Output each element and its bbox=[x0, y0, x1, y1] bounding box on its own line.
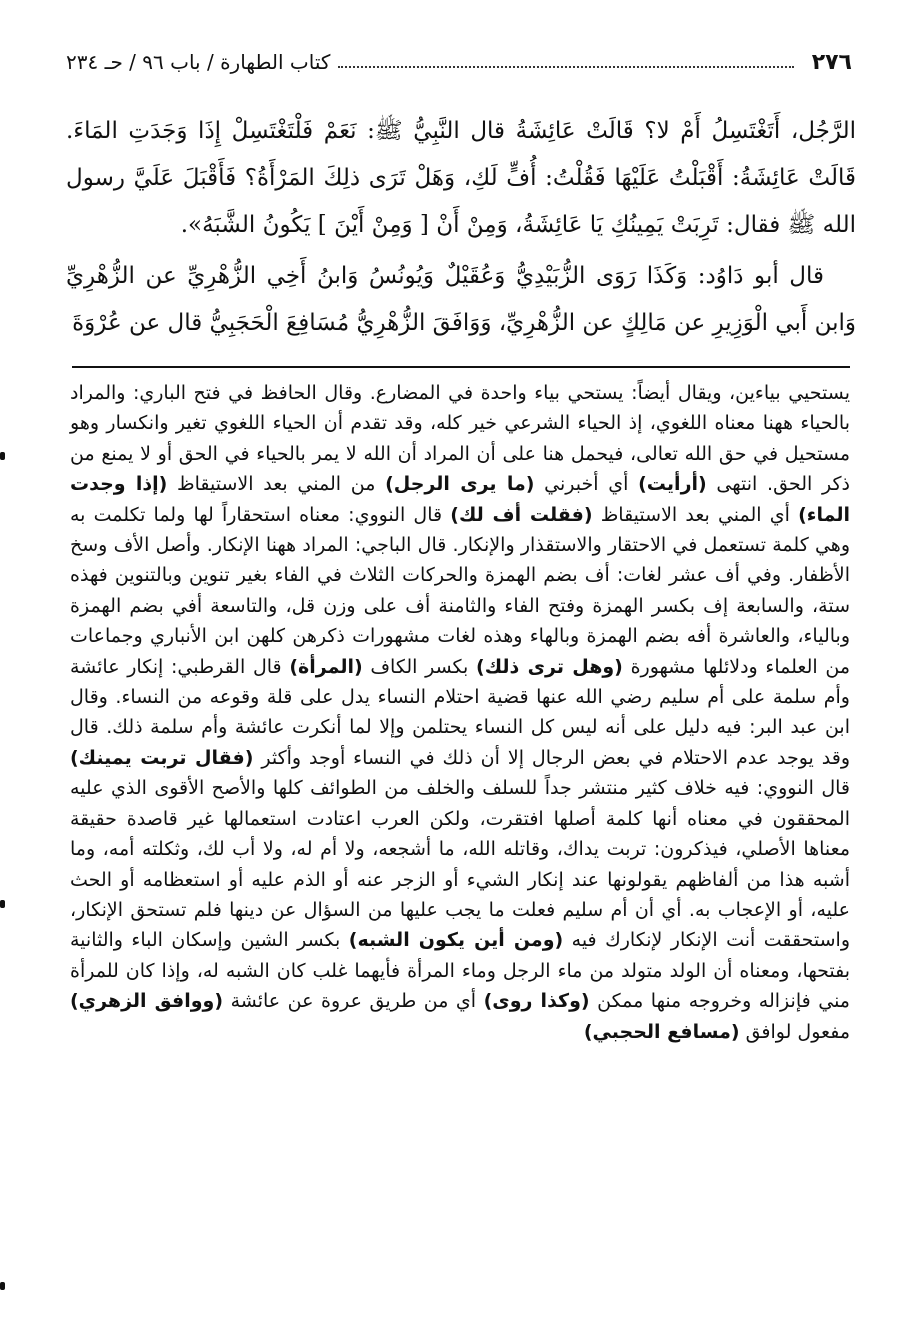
page-header bbox=[66, 44, 852, 80]
footnote-lemma: (ومن أين يكون الشبه) bbox=[348, 929, 564, 952]
footnote-lemma: (فقال تربت يمينك) bbox=[70, 746, 254, 769]
footnote-text: بكسر الشين وإسكان الباء والثانية بفتحها، ومعناه أن الولد متولد من ماء الرجل وماء المرأة فأيهما غلب كان الشبه له، وإذا كان للمرأة مني فإنزاله وخروجه منها ممكن bbox=[70, 929, 850, 1013]
footnote-lemma: (المرأة) bbox=[289, 655, 363, 678]
footnote-text: من المني بعد الاستيقاظ bbox=[167, 473, 386, 496]
page-edge-mark bbox=[0, 452, 5, 460]
footnote-text: قال النووي: فيه خلاف كثير منتشر جداً للسلف والخلف من الطوائف كلها والأصح الأقوى الذي عليه المحققون في معناه أنها كلمة أصلها افتقرت، ولكن العرب اعتادت استعمالها غير قاصدة حقيقة معناها الأصلي، فيذكرون: تربت يداك، وقاتله الله، ما أشجعه، ولا أم له، ولا أب لك، وثكلته أمه، وما أشبه هذا من ألفاظهم يقولونها عند إنكار الشيء أو الزجر عنه أو الذم عليه أو استعظامه أو الحث عليه، أو الإعجاب به. أي أن أم سليم فعلت ما يجب عليها من السؤال عن دينها فلم تستحق الإنكار، واستحققت أنت الإنكار لإنكارك فيه bbox=[70, 777, 850, 952]
page-edge-mark bbox=[0, 1282, 5, 1290]
footnote-text: أي المني بعد الاستيقاظ bbox=[592, 503, 799, 526]
page-edge-mark bbox=[0, 900, 5, 908]
footnote-lemma: (ووافق الزهري) bbox=[70, 990, 224, 1013]
commentary-paragraph bbox=[70, 378, 850, 1047]
hadith-paragraph: الرَّجُل، أَتَغْتَسِلُ أَمْ لا؟ قَالَتْ عَائِشَةُ قال النَّبِيُّ ﷺ: نَعَمْ فَلْتَغْتَسِلْ إِذَا وَجَدَتِ المَاءَ. قَالَتْ عَائِشَةُ: أَقْبَلْتُ عَلَيْهَا فَقُلْتُ: أُفٍّ لَكِ، وَهَلْ تَرَى ذلِكَ المَرْأَةُ؟ فَأَقْبَلَ عَلَيَّ رسول الله ﷺ فقال: تَرِبَتْ يَمِينُكِ يَا عَائِشَةُ، وَمِنْ أَنْ [ وَمِنْ أَيْنَ ] يَكُونُ الشَّبَهُ». bbox=[66, 118, 856, 238]
footnote-lemma: (مسافع الحجبي) bbox=[583, 1020, 740, 1043]
footnote-text: أي أخبرني bbox=[534, 473, 639, 496]
footnote-lemma: (أرأيت) bbox=[638, 473, 707, 496]
footnote-text: بكسر الكاف bbox=[362, 655, 477, 678]
running-title: كتاب الطهارة / باب ٩٦ / حـ ٢٣٤ bbox=[66, 50, 331, 74]
footnote-lemma: (وهل ترى ذلك) bbox=[476, 655, 623, 678]
footnote-divider bbox=[72, 366, 850, 368]
footnote-text: قال النووي: معناه استحقاراً لها ولما تكلمت به وهي كلمة تستعمل في الاحتقار والاستقذار والإنكار. قال الباجي: المراد ههنا الإنكار. وأصل الأف وسخ الأظفار. وفي أف عشر لغات: أف بضم الهمزة والحركات الثلاث في الفاء بغير تنوين وبالتنوين فهذه ستة، والسابعة إف بكسر الهمزة وفتح الفاء والثامنة أف على وزن قل، والتاسعة أفي بضم الهمزة وبالياء، والعاشرة أفه بضم الهمزة وبالهاء وهذه لغات مشهورات ذكرهن كلهن ابن الأنباري وجماعات من العلماء ودلائلها مشهورة bbox=[70, 503, 851, 678]
header-dotted-leader bbox=[338, 56, 793, 68]
hadith-text bbox=[66, 108, 856, 347]
footnote-lemma: (إذا وجدت الماء) bbox=[70, 473, 850, 526]
footnote-lemma: (ما يرى الرجل) bbox=[385, 473, 535, 496]
commentary-footnotes bbox=[70, 378, 850, 1047]
abu-dawud-note-paragraph: قال أبو دَاوُد: وَكَذَا رَوَى الزُّبَيْدِيُّ وَعُقَيْلٌ وَيُونُسُ وَابنُ أَخِي الزُّهْرِيِّ عن الزُّهْرِيِّ وَابن أَبي الْوَزِيرِ عن مَالِكٍ عن الزُّهْرِيِّ، وَوَافَقَ الزُّهْرِيُّ مُسَافِعَ الْحَجَبِيُّ قال عن عُرْوَةَ bbox=[66, 263, 856, 336]
footnote-lemma: (فقلت أف لك) bbox=[450, 503, 593, 526]
footnote-lemma: (وكذا روى) bbox=[483, 990, 590, 1013]
footnote-text: أي من طريق عروة عن عائشة bbox=[223, 990, 484, 1013]
page-number: ٢٧٦ bbox=[811, 49, 852, 75]
footnote-text: مفعول لوافق bbox=[739, 1020, 850, 1043]
footnote-text: يستحيي بياءين، ويقال أيضاً: يستحي بياء واحدة في المضارع. وقال الحافظ في فتح الباري: والمراد بالحياء ههنا معناه اللغوي، إذ الحياء الشرعي خير كله، وقد تقدم أن الحياء اللغوي تغير وانكسار وهو مستحيل في حق الله تعالى، فيحمل هنا على أن المراد أن الله لا يمر بالحياء في الحق أو لا يمنع من ذكر الحق. انتهى bbox=[70, 382, 850, 496]
footnote-text: قال القرطبي: إنكار عائشة وأم سلمة على أم سليم رضي الله عنها قضية احتلام النساء يدل على قلة وقوعه من النساء. وقال ابن عبد البر: فيه دليل على أنه ليس كل النساء يحتلمن وإلا لما أنكرت عائشة وأم سلمة ذلك. قال وقد يوجد عدم الاحتلام في بعض الرجال إلا أن ذلك في النساء أوجد وأكثر bbox=[70, 655, 850, 769]
